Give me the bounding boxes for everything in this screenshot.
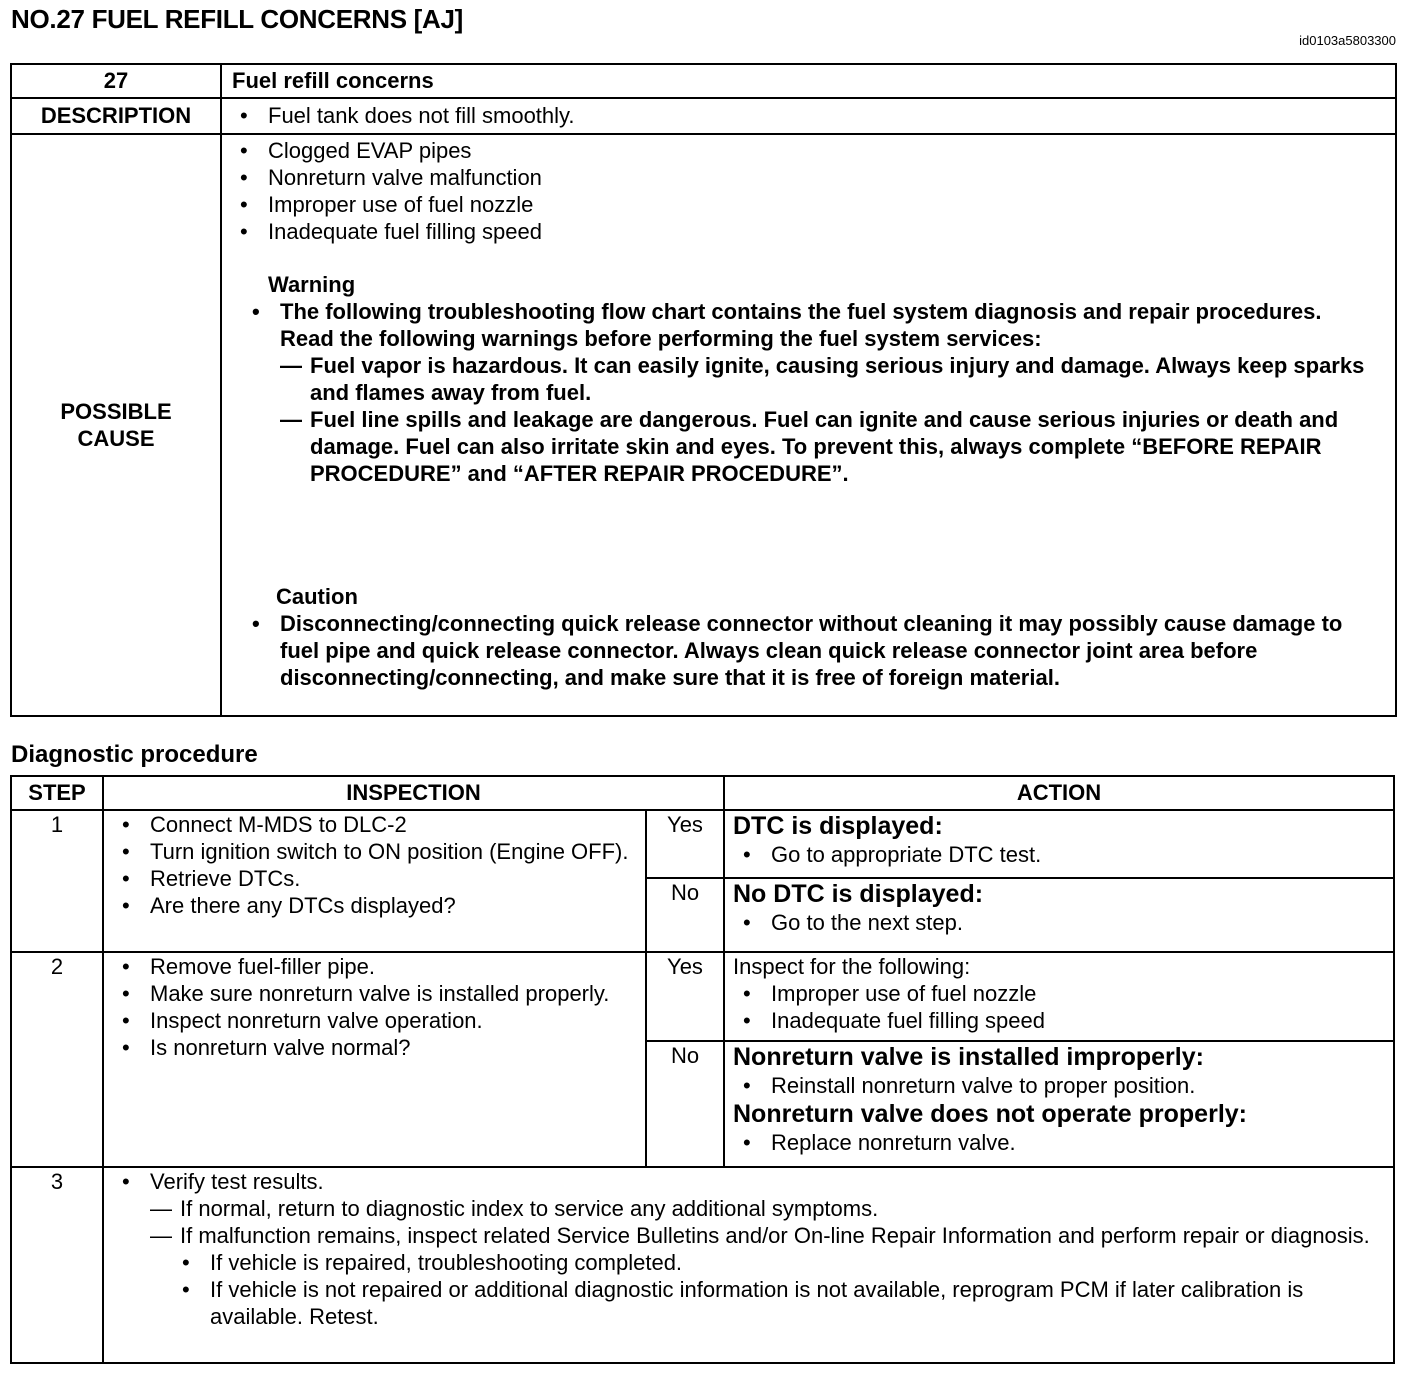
inspection-item: • Is nonreturn valve normal? (104, 1034, 645, 1061)
yes-label: Yes (646, 952, 724, 1041)
inspection-item: • Are there any DTCs displayed? (104, 892, 645, 919)
step-2-yes-action (724, 952, 1394, 1041)
concern-number: 27 (11, 64, 221, 98)
inspection-item: • Make sure nonreturn valve is installed properly. (104, 980, 645, 1007)
cause-item: • Clogged EVAP pipes (222, 137, 1395, 164)
dash-item (150, 1222, 1393, 1330)
no-label: No (646, 1041, 724, 1167)
inspection-item: • Verify test results. (104, 1168, 1393, 1195)
step-number: 3 (11, 1167, 103, 1363)
possible-cause-label-line1: POSSIBLE (60, 399, 172, 424)
step-1-yes-action (724, 810, 1394, 878)
action-item: • Go to the next step. (725, 909, 1393, 936)
diagnostic-procedure-heading: Diagnostic procedure (11, 741, 258, 768)
action-item: • Go to appropriate DTC test. (725, 841, 1393, 868)
action-item: • Replace nonreturn valve. (725, 1129, 1393, 1156)
action-heading: Nonreturn valve is installed improperly: (733, 1043, 1204, 1071)
step-1-yes-row (11, 810, 1394, 878)
action-heading: Nonreturn valve does not operate properly: (733, 1100, 1247, 1128)
inspection-item: • Retrieve DTCs. (104, 865, 645, 892)
description-row (11, 98, 1396, 134)
caution-list (250, 610, 1387, 691)
yes-label: Yes (646, 810, 724, 878)
concern-table (10, 63, 1397, 717)
inspection-item: • Remove fuel-filler pipe. (104, 953, 645, 980)
step-1-inspection (103, 810, 646, 952)
action-column-header: ACTION (724, 776, 1394, 810)
caution-item: • Disconnecting/connecting quick release connector without cleaning it may possibly cause damage to fuel pipe and quick release connector. Always clean quick release connector joint area before disconnecting/connecting, and make sure that it is free of foreign material. (250, 610, 1387, 691)
action-item: • Reinstall nonreturn valve to proper position. (725, 1072, 1393, 1099)
inspection-column-header: INSPECTION (103, 776, 724, 810)
caution-title: Caution (276, 584, 358, 609)
action-heading: DTC is displayed: (733, 812, 943, 840)
page-title: NO.27 FUEL REFILL CONCERNS [AJ] (11, 4, 464, 34)
step-2-yes-row (11, 952, 1394, 1041)
sub-item: • If vehicle is repaired, troubleshooting completed. (180, 1249, 1393, 1276)
possible-cause-row (11, 134, 1396, 716)
description-cell (221, 98, 1396, 134)
cause-item: • Improper use of fuel nozzle (222, 191, 1395, 218)
warning-sub-item: — Fuel line spills and leakage are dangerous. Fuel can ignite and cause serious injuries or death and damage. Fuel can also irritate skin and eyes. To prevent this, always complete “BEFORE REPAIR PROCEDURE” and “AFTER REPAIR PROCEDURE”. (280, 406, 1375, 487)
inspection-item: • Turn ignition switch to ON position (Engine OFF). (104, 838, 645, 865)
step-2-inspection (103, 952, 646, 1167)
sub-item: • If vehicle is not repaired or additional diagnostic information is not available, reprogram PCM if later calibration is available. Retest. (180, 1276, 1393, 1330)
cause-item: • Inadequate fuel filling speed (222, 218, 1395, 245)
diagnostic-header-row (11, 776, 1394, 810)
action-item: • Inadequate fuel filling speed (725, 1007, 1393, 1034)
step-3-dash-list (150, 1195, 1393, 1330)
step-2-no-action (724, 1041, 1394, 1167)
step-number: 1 (11, 810, 103, 952)
possible-cause-cell (221, 134, 1396, 716)
step-column-header: STEP (11, 776, 103, 810)
warning-intro: The following troubleshooting flow chart contains the fuel system diagnosis and repair procedures. Read the following warnings before performing the fuel system services: (280, 299, 1322, 351)
diagnostic-table (10, 775, 1395, 1364)
warning-title: Warning (268, 272, 356, 297)
warning-item (250, 298, 1375, 487)
step-3-content (103, 1167, 1394, 1363)
inspection-item: • Inspect nonreturn valve operation. (104, 1007, 645, 1034)
dash-item-text: If malfunction remains, inspect related Service Bulletins and/or On-line Repair Information and perform repair or diagnosis. (180, 1223, 1370, 1248)
possible-cause-label-line2: CAUSE (77, 426, 155, 451)
concern-title: Fuel refill concerns (221, 64, 1396, 98)
action-heading: No DTC is displayed: (733, 880, 984, 908)
document-id: id0103a5803300 (1299, 33, 1396, 48)
concern-header-row (11, 64, 1396, 98)
warning-sub-item: — Fuel vapor is hazardous. It can easily ignite, causing serious injury and damage. Always keep sparks and flames away from fuel. (280, 352, 1375, 406)
step-1-no-action (724, 878, 1394, 952)
possible-cause-label (11, 134, 221, 716)
warning-list (250, 298, 1375, 487)
action-text: Inspect for the following: (733, 954, 971, 979)
description-label: DESCRIPTION (11, 98, 221, 134)
step-number: 2 (11, 952, 103, 1167)
cause-list (222, 137, 1395, 245)
description-text: • Fuel tank does not fill smoothly. (222, 99, 1395, 133)
cause-item: • Nonreturn valve malfunction (222, 164, 1395, 191)
action-item: • Improper use of fuel nozzle (725, 980, 1393, 1007)
inspection-item: • Connect M-MDS to DLC-2 (104, 811, 645, 838)
dash-item: — If normal, return to diagnostic index to service any additional symptoms. (150, 1195, 1393, 1222)
warning-sub-list (280, 352, 1375, 487)
no-label: No (646, 878, 724, 952)
step-3-sub-list (180, 1249, 1393, 1330)
step-3-row (11, 1167, 1394, 1363)
